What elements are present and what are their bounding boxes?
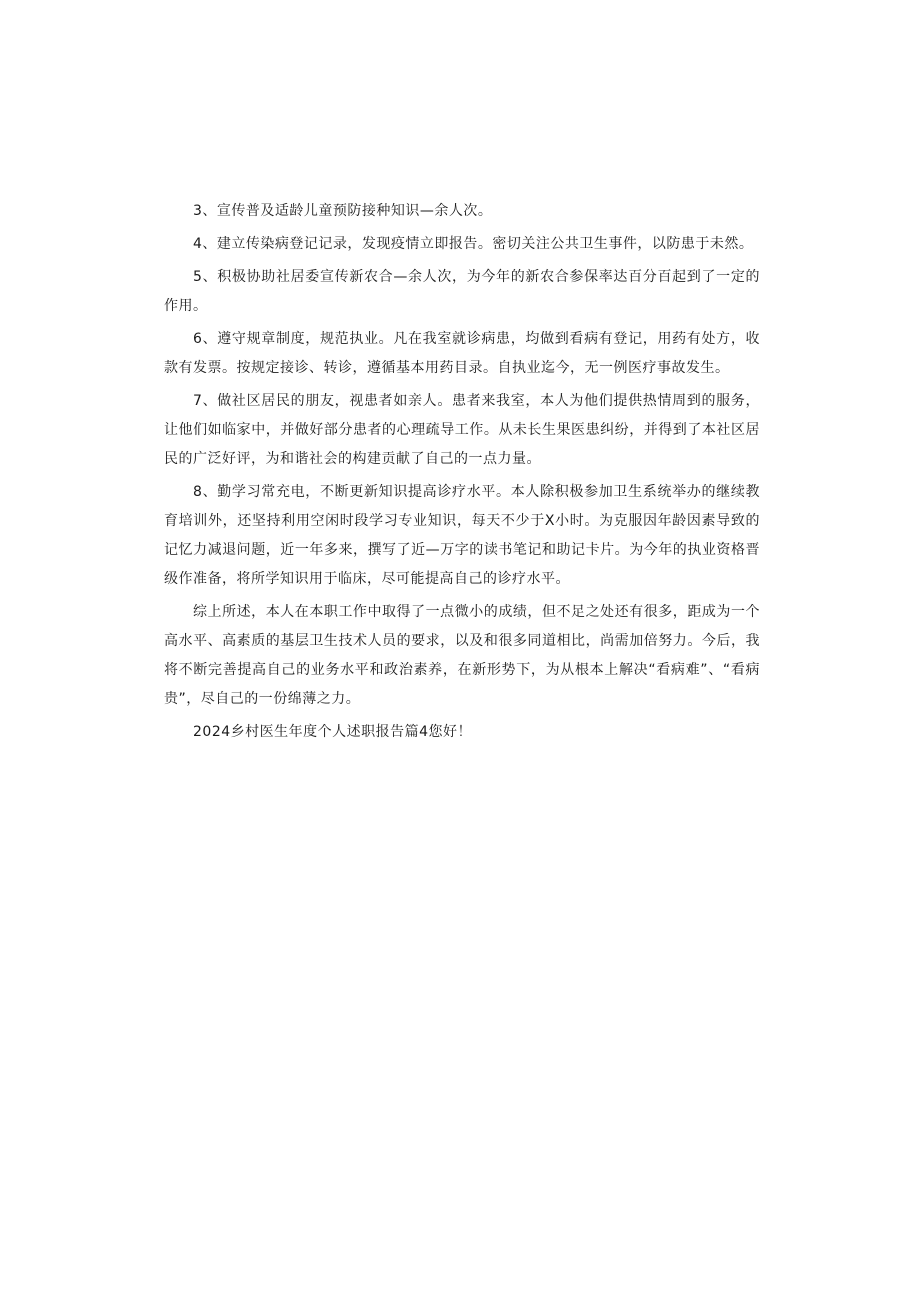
paragraph-item-3: 3、宣传普及适龄儿童预防接种知识—余人次。 (193, 203, 493, 219)
paragraph-item-5: 5、积极协助社居委宣传新农合—余人次，为今年的新农合参保率达百分百起到了一定的作用。 (164, 269, 760, 314)
paragraph-summary: 综上所述，本人在本职工作中取得了一点微小的成绩，但不足之处还有很多，距成为一个高水平、高素质的基层卫生技术人员的要求，以及和很多同道相比，尚需加倍努力。今后，我将不断完善提高自己的业务水平和政治素养，在新形势下，为从根本上解决“看病难”、“看病贵”，尽自己的一份绵薄之力。 (164, 604, 760, 707)
paragraph-next-title: 2024乡村医生年度个人述职报告篇4您好！ (193, 724, 473, 740)
paragraph-item-4: 4、建立传染病登记记录，发现疫情立即报告。密切关注公共卫生事件，以防患于未然。 (193, 236, 754, 252)
paragraph-item-8: 8、勤学习常充电，不断更新知识提高诊疗水平。本人除积极参加卫生系统举办的继续教育培训外，还坚持利用空闲时段学习专业知识，每天不少于X小时。为克服因年龄因素导致的记忆力减退问题，近一年多来，撰写了近—万字的读书笔记和助记卡片。为今年的执业资格晋级作准备，将所学知识用于临床，尽可能提高自己的诊疗水平。 (164, 484, 760, 587)
paragraph-item-7: 7、做社区居民的朋友，视患者如亲人。患者来我室，本人为他们提供热情周到的服务，让他们如临家中，并做好部分患者的心理疏导工作。从未长生果医患纠纷，并得到了本社区居民的广泛好评，为和谐社会的构建贡献了自己的一点力量。 (164, 393, 760, 467)
document-body (164, 197, 760, 751)
paragraph-item-6: 6、遵守规章制度，规范执业。凡在我室就诊病患，均做到看病有登记，用药有处方，收款有发票。按规定接诊、转诊，遵循基本用药目录。自执业迄今，无一例医疗事故发生。 (164, 331, 760, 376)
